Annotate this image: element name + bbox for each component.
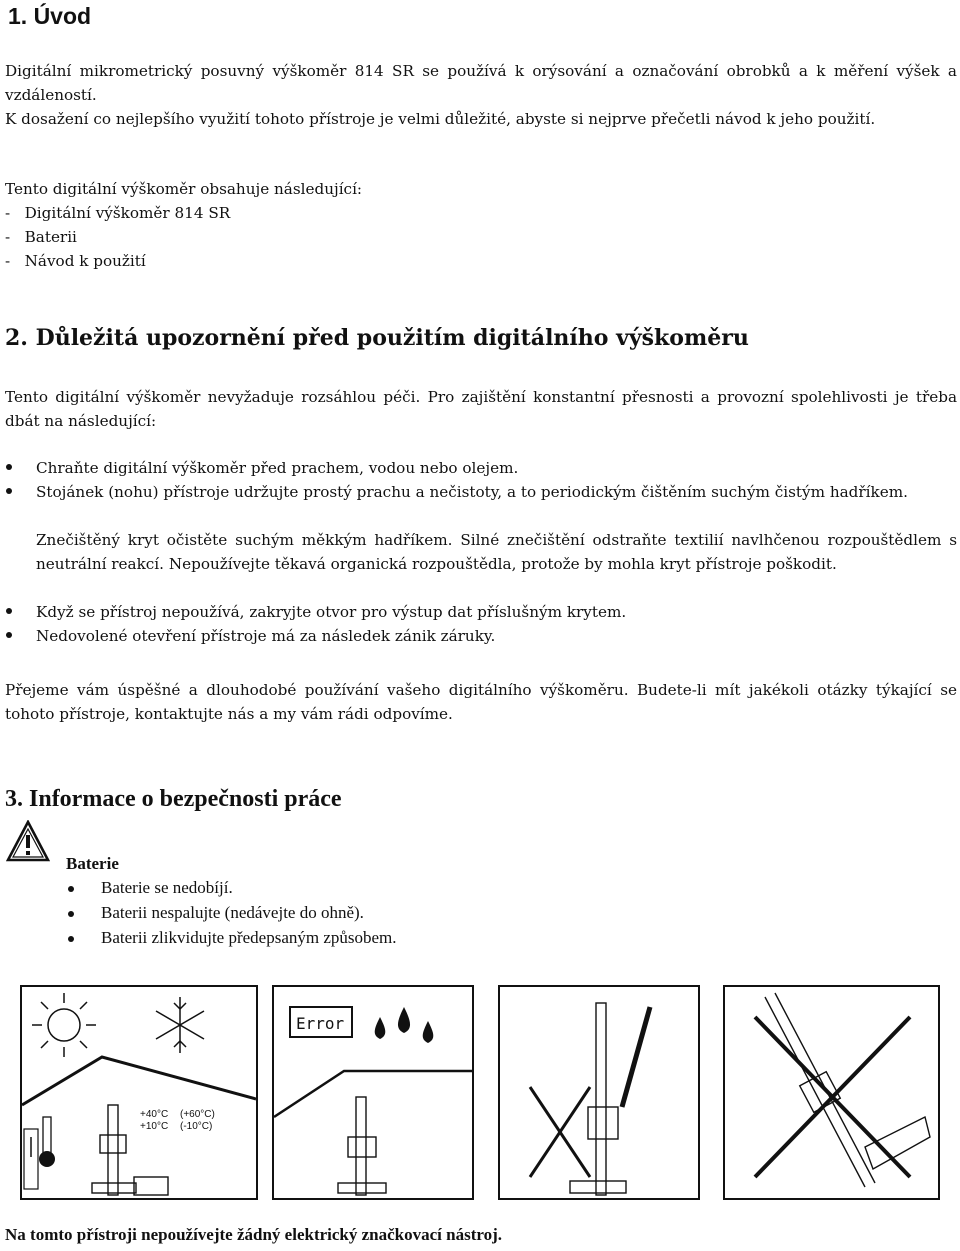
battery-item: Baterii zlikvidujte předepsaným způsobem. (101, 928, 397, 947)
care-bullet: Chraňte digitální výškoměr před prachem, vodou nebo olejem. (36, 459, 519, 477)
contents-item: - Návod k použití (5, 252, 146, 270)
section-1-heading: 1. Úvod (8, 3, 92, 29)
section-2-heading: 2. Důležitá upozornění před použitím digitálního výškoměru (5, 325, 749, 351)
bullet-icon (68, 936, 74, 942)
operating-temp-min: +10°C (140, 1121, 169, 1132)
storage-temp-max: (+60°C) (180, 1109, 215, 1120)
cross-icon (755, 1017, 910, 1177)
drop-icon (375, 1007, 434, 1043)
contents-title: Tento digitální výškoměr obsahuje následující: (5, 180, 363, 198)
snowflake-icon (156, 997, 204, 1053)
bullet-icon (6, 488, 12, 494)
battery-item: Baterie se nedobíjí. (101, 878, 233, 897)
care-bullet-continuation: Znečištěný kryt očistěte suchým měkkým hadříkem. Silné znečištění odstraňte textilií navlhčenou rozpouštědlem s neutrální reakcí. Nepoužívejte těkavá organická rozpouštědla, protože by mohla kryt přístroje poškodit. (36, 531, 957, 573)
warning-triangle-icon (6, 820, 50, 862)
error-illustration (272, 985, 474, 1200)
cross-icon (530, 1087, 590, 1177)
section-3-heading: 3. Informace o bezpečnosti práce (5, 786, 342, 812)
bullet-icon (6, 632, 12, 638)
contents-item: - Baterii (5, 228, 77, 246)
bullet-icon (68, 886, 74, 892)
footer-warning: Na tomto přístroji nepoužívejte žádný elektrický značkovací nástroj. (5, 1225, 503, 1244)
storage-temp-min: (-10°C) (180, 1121, 213, 1132)
bullet-icon (68, 911, 74, 917)
intro-paragraph-2: K dosažení co nejlepšího využití tohoto přístroje je velmi důležité, abyste si nejprve přečetli návod k jeho použití. (5, 110, 876, 128)
care-bullet: Nedovolené otevření přístroje má za následek zánik záruky. (36, 627, 496, 645)
care-intro: Tento digitální výškoměr nevyžaduje rozsáhlou péči. Pro zajištění konstantní přesnosti a provozní spolehlivosti je třeba dbát na následující: (5, 388, 957, 430)
height-gauge-icon (338, 1097, 386, 1195)
bullet-icon (6, 608, 12, 614)
battery-item: Baterii nespalujte (nedávejte do ohně). (101, 903, 364, 922)
battery-title: Baterie (66, 854, 119, 873)
closing-paragraph: Přejeme vám úspěšné a dlouhodobé používání vašeho digitálního výškoměru. Budete-li mít jakékoli otázky týkající se tohoto přístroje, kontaktujte nás a my vám rádi odpovíme. (5, 681, 957, 723)
height-gauge-icon (570, 1003, 626, 1195)
sun-icon (32, 993, 96, 1057)
care-bullet: Když se přístroj nepoužívá, zakryjte otvor pro výstup dat příslušným krytem. (36, 603, 627, 621)
error-display-text: Error (296, 1014, 345, 1033)
bullet-icon (6, 464, 12, 470)
operating-temp-max: +40°C (140, 1109, 169, 1120)
no-tilt-illustration (723, 985, 940, 1200)
intro-paragraph-1: Digitální mikrometrický posuvný výškoměr 814 SR se používá k orýsování a označování obrobků a k měření výšek a vzdáleností. (5, 62, 957, 104)
environment-illustration (20, 985, 258, 1200)
care-bullet: Stojánek (nohu) přístroje udržujte prostý prachu a nečistoty, a to periodickým čištěním suchým čistým hadříkem. (36, 483, 908, 501)
no-engraver-illustration (498, 985, 700, 1200)
contents-item: - Digitální výškoměr 814 SR (5, 204, 231, 222)
thermometer-icon (39, 1117, 55, 1167)
